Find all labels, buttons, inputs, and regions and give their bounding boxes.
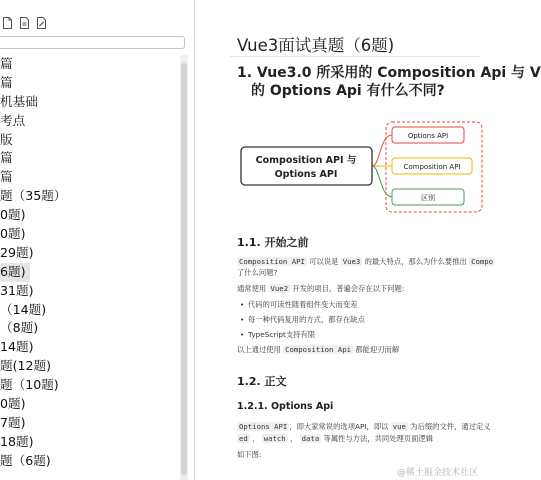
inline-code: ed: [239, 434, 248, 443]
section-heading-1-2: 1.2. 正文: [237, 375, 287, 388]
inline-code: data: [301, 434, 320, 443]
outline-item[interactable]: （8题): [0, 320, 39, 336]
bullet-item: • 代码的可读性随着组件变大而变差: [248, 300, 357, 310]
mindmap-diagram: [240, 122, 480, 212]
question-heading-line2: 的 Options Api 有什么不同?: [251, 83, 445, 99]
title-divider: [230, 56, 480, 57]
outline-item[interactable]: 0题): [0, 226, 26, 242]
text-run: ，即大家常说的选项API，即以: [289, 422, 391, 431]
paragraph-see-figure: 如下图:: [237, 450, 262, 459]
outline-sidebar: [0, 0, 195, 480]
inline-code: Composition API: [239, 257, 305, 266]
inline-code: Composition Api: [285, 345, 352, 354]
outline-item[interactable]: 题（6题): [0, 452, 51, 468]
outline-item[interactable]: 14题): [0, 339, 34, 355]
diagram-root-label: Composition API 与: [255, 155, 357, 166]
sidebar-scrollbar-thumb[interactable]: [181, 63, 187, 475]
paragraph-conclusion: [237, 345, 399, 355]
outline-item[interactable]: 18题): [0, 433, 34, 449]
question-heading-line1: 1. Vue3.0 所采用的 Composition Api 与 V: [237, 65, 541, 81]
bullet-item: • 每一种代码复用的方式，都存在缺点: [248, 315, 365, 325]
outline-item[interactable]: 篇: [0, 56, 13, 71]
document-view: [210, 0, 541, 480]
outline-item[interactable]: 版: [0, 131, 13, 147]
section-heading-1-2-1: 1.2.1. Options Api: [237, 401, 334, 412]
open-file-icon[interactable]: [19, 17, 30, 29]
outline-item[interactable]: （14题): [0, 301, 47, 317]
paragraph-problems: [237, 284, 404, 294]
diagram-root-label-2: Options API: [274, 169, 338, 180]
outline-list: [0, 55, 180, 471]
text-run: 为后缀的文件，通过定义: [407, 422, 491, 431]
outline-item[interactable]: 篇: [0, 74, 13, 90]
outline-item[interactable]: 篇: [0, 150, 13, 166]
paragraph-options-line2: [237, 434, 433, 444]
diagram-node-options-label: Options API: [407, 132, 449, 140]
diagram-node-composition-label: Composition API: [403, 163, 461, 171]
watermark: @稀土掘金技术社区: [396, 468, 478, 478]
inline-code: vue: [392, 422, 406, 431]
outline-item[interactable]: 0题): [0, 207, 26, 223]
connector-diff: [372, 166, 392, 197]
outline-item[interactable]: 题(12题): [0, 358, 52, 374]
outline-item[interactable]: 考点: [0, 112, 26, 128]
text-run: ，: [287, 434, 300, 443]
inline-code: watch: [263, 434, 286, 443]
paragraph-intro-line2: 了什么问题?: [237, 268, 278, 277]
outline-item[interactable]: 机基础: [0, 93, 38, 109]
outline-item[interactable]: 31题): [0, 282, 34, 298]
page-title: Vue3面试真题（6题): [237, 36, 395, 55]
sidebar-toolbar: [0, 14, 47, 32]
outline-search-input[interactable]: [0, 36, 185, 49]
paragraph-options-line1: [237, 422, 491, 432]
section-heading-1-1: 1.1. 开始之前: [237, 236, 309, 249]
outline-item[interactable]: 29题): [0, 244, 34, 260]
text-run: 都能迎刃而解: [353, 345, 400, 354]
text-run: ，: [249, 434, 262, 443]
inline-code: Options API: [239, 422, 288, 431]
sidebar-scrollbar[interactable]: [180, 55, 188, 480]
text-run: 等属性与方法，共同处理页面逻辑: [321, 434, 433, 443]
paragraph-intro-line1: [237, 257, 495, 267]
bullet-item: • TypeScript支持有限: [248, 330, 315, 340]
diagram-node-diff-label: 区别: [421, 194, 435, 202]
text-run: 开发的项目，普遍会存在以下问题:: [290, 284, 405, 293]
new-file-icon[interactable]: [2, 17, 13, 29]
inline-code: Vue2: [270, 284, 289, 293]
text-run: 可以说是: [306, 257, 341, 266]
inline-code: Vue3: [342, 257, 361, 266]
outline-item[interactable]: 题（10题): [0, 377, 59, 393]
outline-item[interactable]: 篇: [0, 169, 13, 185]
edit-file-icon[interactable]: [36, 17, 47, 29]
text-run: 的最大特点，那么为什么要推出: [362, 257, 470, 266]
connector-options: [372, 135, 392, 166]
inline-code: Compo: [471, 257, 494, 266]
text-run: 通常使用: [237, 284, 269, 293]
outline-item[interactable]: 0题): [0, 396, 26, 412]
outline-item-active[interactable]: 6题): [0, 263, 30, 282]
outline-item[interactable]: 题（35题）: [0, 188, 67, 204]
outline-item[interactable]: 7题): [0, 414, 26, 430]
text-run: 以上通过使用: [237, 345, 284, 354]
